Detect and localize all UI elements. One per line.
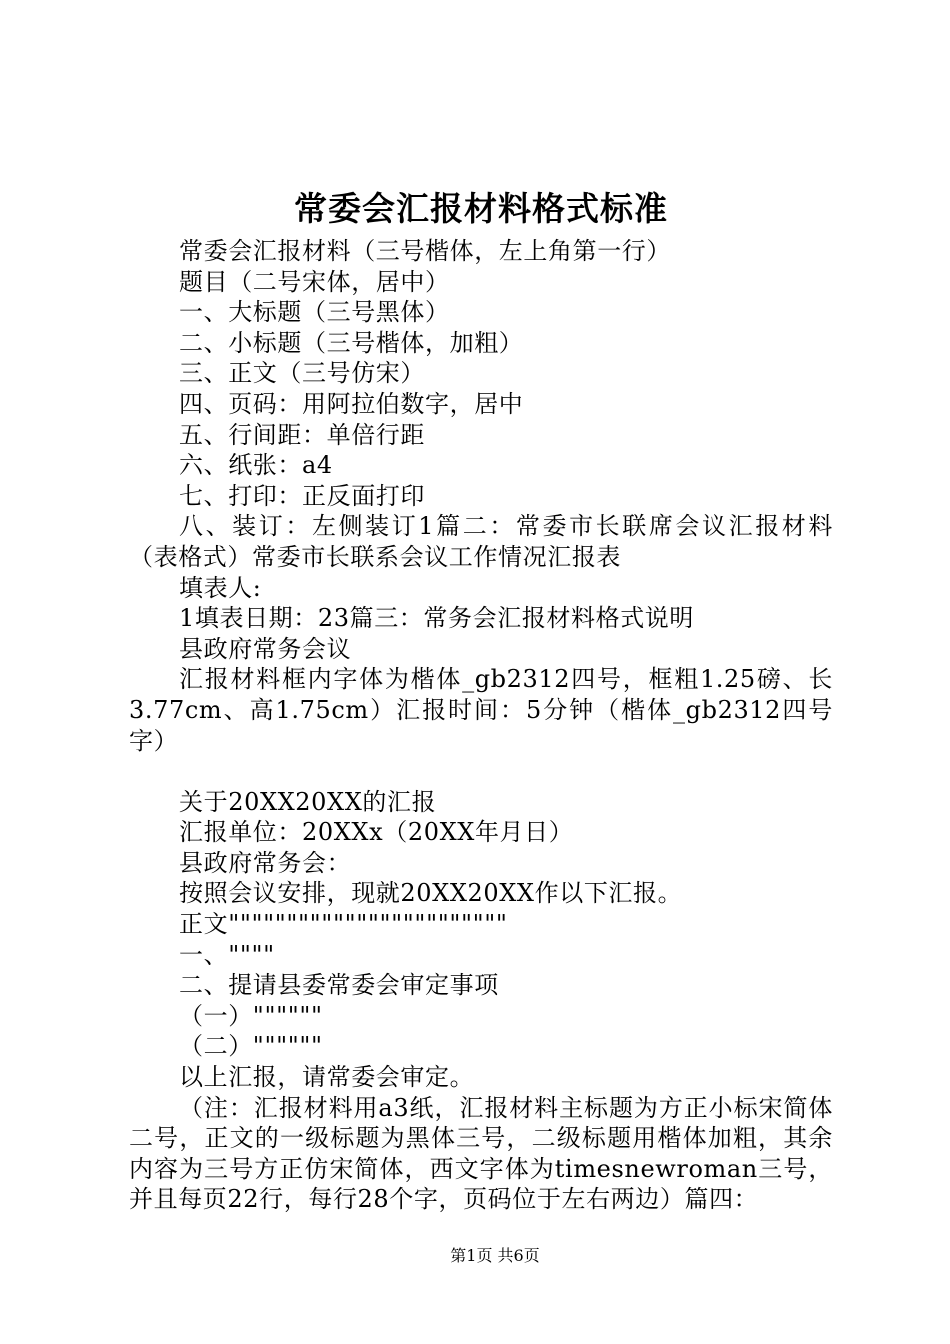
paragraph: 题目（二号宋体，居中） bbox=[179, 267, 450, 296]
paragraph: 以上汇报，请常委会审定。 bbox=[179, 1063, 475, 1092]
paragraph: 1填表日期：23篇三：常务会汇报材料格式说明 bbox=[179, 604, 695, 633]
paragraph: 一、"""" bbox=[179, 940, 275, 969]
paragraph: 常委会汇报材料（三号楷体，左上角第一行） bbox=[179, 237, 671, 265]
paragraph: 六、纸张：a4 bbox=[179, 451, 333, 480]
document-title: 常委会汇报材料格式标准 bbox=[294, 189, 668, 228]
paragraph: 八、装订：左侧装订1篇二：常委市长联席会议汇报材料（表格式）常委市长联系会议工作情况汇报表 bbox=[129, 512, 833, 571]
paragraph: 汇报单位：20XXx（20XX年月日） bbox=[179, 818, 574, 847]
paragraph: 五、行间距：单倍行距 bbox=[179, 420, 425, 449]
paragraph: 七、打印：正反面打印 bbox=[179, 481, 425, 510]
paragraph: 关于20XX20XX的汇报 bbox=[179, 787, 437, 816]
paragraph: 正文"""""""""""""""""""""""" bbox=[179, 910, 508, 939]
paragraph: （注：汇报材料用a3纸，汇报材料主标题为方正小标宋简体二号，正文的一级标题为黑体三号，二级标题用楷体加粗，其余内容为三号方正仿宋简体，西文字体为timesnewroman三号，并且每页22行，每行28个字，页码位于左右两边）篇四： bbox=[129, 1093, 833, 1214]
paragraph: 二、提请县委常委会审定事项 bbox=[179, 971, 499, 1000]
paragraph: 四、页码：用阿拉伯数字，居中 bbox=[179, 389, 524, 418]
paragraph: 按照会议安排，现就20XX20XX作以下汇报。 bbox=[179, 879, 683, 908]
paragraph: 填表人: bbox=[179, 573, 262, 602]
paragraph: 二、小标题（三号楷体，加粗） bbox=[179, 328, 524, 357]
document-body bbox=[129, 236, 833, 1215]
paragraph: （二）"""""" bbox=[179, 1032, 323, 1061]
blank-line bbox=[129, 756, 833, 787]
paragraph: 县政府常务会： bbox=[179, 848, 352, 877]
paragraph: 一、大标题（三号黑体） bbox=[179, 298, 450, 327]
paragraph: 三、正文（三号仿宋） bbox=[179, 359, 425, 388]
page-footer: 第1页 共6页 bbox=[450, 1246, 540, 1265]
paragraph: 汇报材料框内字体为楷体_gb2312四号，框粗1.25磅、长3.77cm、高1.75cm）汇报时间：5分钟（楷体_gb2312四号字） bbox=[129, 665, 833, 755]
paragraph: （一）"""""" bbox=[179, 1001, 323, 1030]
paragraph: 县政府常务会议 bbox=[179, 634, 352, 663]
